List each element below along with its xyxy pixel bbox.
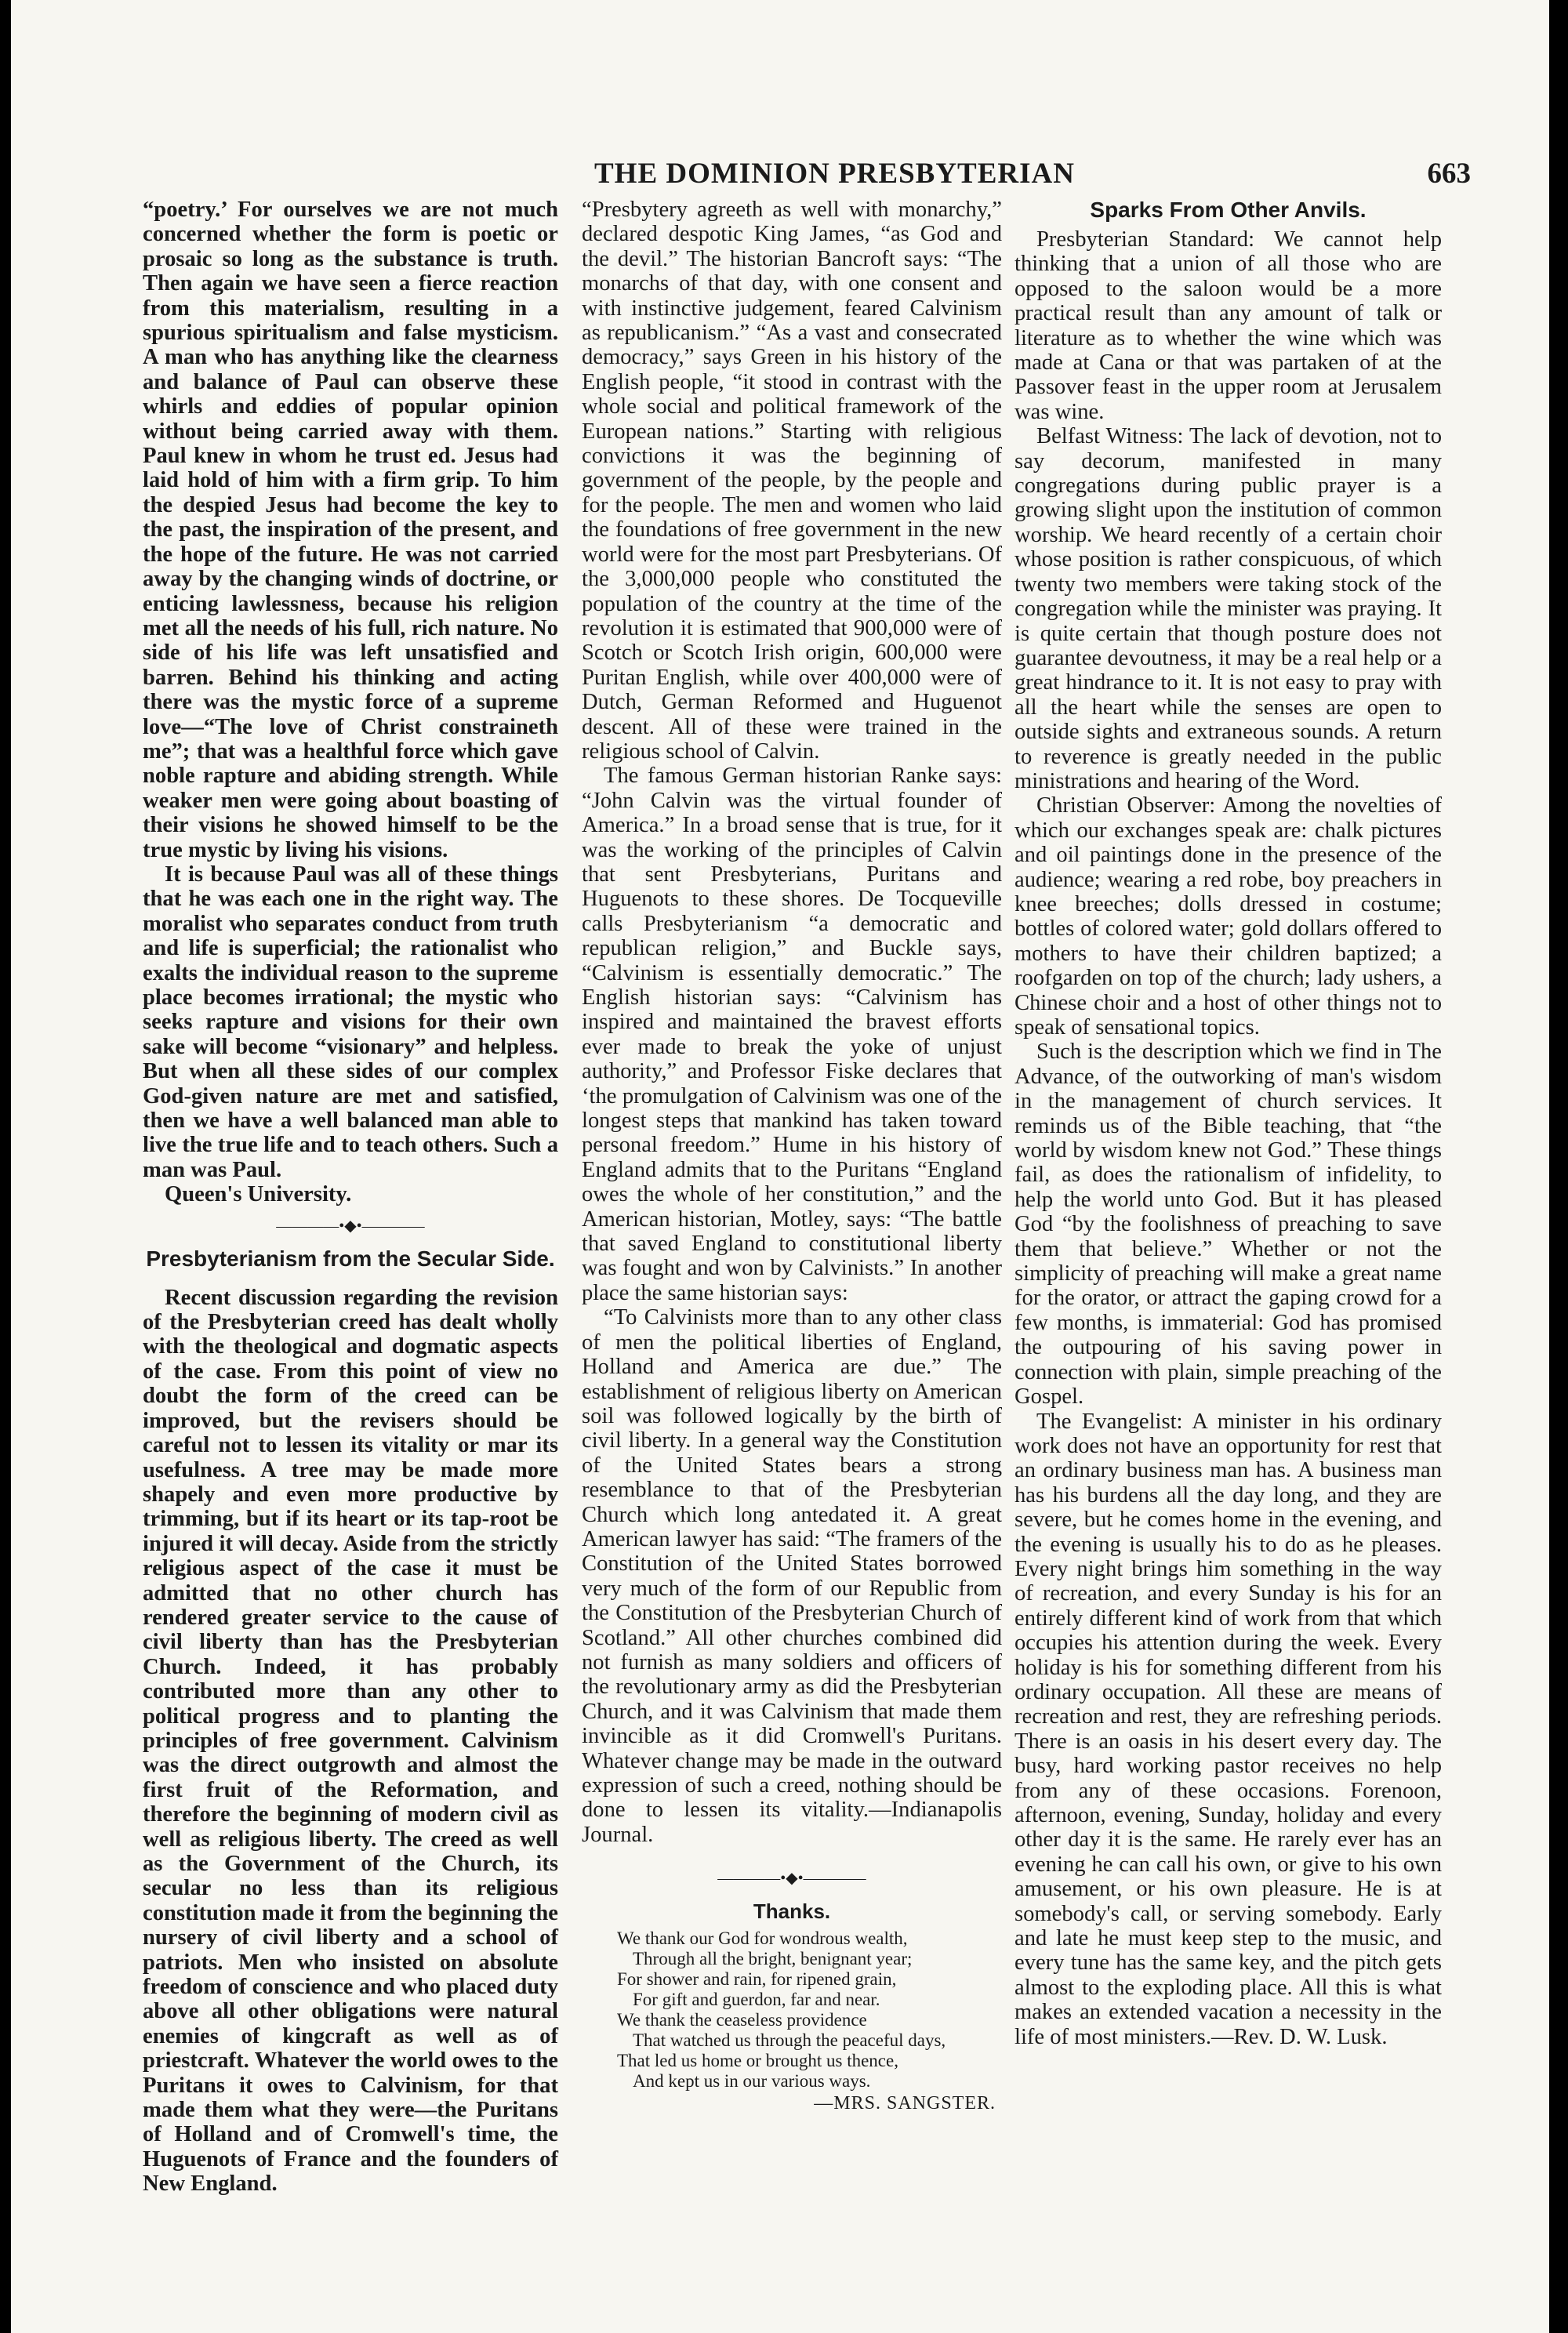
section-heading: Sparks From Other Anvils. — [1090, 198, 1367, 222]
article-paragraph: “poetry.’ For ourselves we are not much concerned whether the form is poetic or prosaic so long as the substance is truth. Then again we have seen a fierce reaction from this materialism, resulting in a spurious spiritualism and false mysticism. A man who has anything like the clearness and balance of Paul can observe these whirls and eddies of popular opinion without being carried away with them. Paul knew in whom he trust ed. Jesus had laid hold of him with a firm grip. To him the despied Jesus had become the key to the past, the inspiration of the present, and the hope of the future. He was not carried away by the changing winds of doctrine, or enticing lawlessness, because his religion met all the needs of his full, rich nature. No side of his life was left unsatisfied and barren. Behind his thinking and acting there was the mystic force of a supreme love—“The love of Christ constraineth me”; that was a healthful force which gave noble rapture and abiding strength. While weaker men were going about boasting of their visions he showed himself to be the true mystic by living his visions. — [143, 198, 558, 862]
article-paragraph: Christian Observer: Among the novelties of which our exchanges speak are: chalk pictures and oil paintings done in the presence of the audience; wearing a red robe, boy preachers in knee breeches; dolls dressed in costume; bottles of colored water; gold dollars offered to mothers to have their children baptized; a roofgarden on top of the church; lady ushers, a Chinese choir and a host of other things not to speak of sensational topics. — [1014, 793, 1442, 1040]
article-heading: Presbyterianism from the Secular Side. — [146, 1246, 555, 1271]
poem-attribution: —MRS. SANGSTER. — [814, 2093, 996, 2114]
poem-line: And kept us in our various ways. — [633, 2071, 871, 2092]
poem-line: We thank our God for wondrous wealth, — [617, 1928, 908, 1949]
section-divider: ————•◆•———— — [276, 1217, 425, 1235]
poem-line: For gift and guerdon, far and near. — [633, 1990, 880, 2010]
poem-title: Thanks. — [753, 1899, 831, 1924]
poem-line: For shower and rain, for ripened grain, — [617, 1969, 897, 1990]
article-paragraph: Belfast Witness: The lack of devotion, not to say decorum, manifested in many congregations during public prayer is a growing slight upon the institution of common worship. We heard recently of a certain choir whose position is rather conspicuous, of which twenty two members were taking stock of the congregation while the minister was praying. It is quite certain that though posture does not guarantee devoutness, it may be a real help or a great hindrance to it. It is not easy to pray with all the heart while the senses are open to outside sights and extraneous sounds. A return to reverence is greatly needed in the public ministrations and hearing of the Word. — [1014, 424, 1442, 793]
poem-line: That watched us through the peaceful days, — [633, 2030, 946, 2051]
column-3 — [1014, 198, 1442, 2049]
article-paragraph: The famous German historian Ranke says: “John Calvin was the virtual founder of America.” In a broad sense that is true, for it was the working of the principles of Calvin that sent Presbyterians, Puritans and Huguenots to these shores. De Tocqueville calls Presbyterianism “a democratic and republican religion,” and Buckle says, “Calvinism is essentially democratic.” The English historian says: “Calvinism has inspired and maintained the bravest efforts ever made to break the yoke of unjust authority,” and Professor Fiske declares that ‘the promulgation of Calvinism was one of the longest steps that mankind has taken toward personal freedom.” Hume in his history of England admits that to the Puritans “England owes the whole of her constitution,” and the American historian, Motley, says: “The battle that saved England to constitutional liberty was fought and won by Calvinists.” In another place the same historian says: — [582, 764, 1002, 1305]
section-divider: ————•◆•———— — [717, 1870, 866, 1888]
article-byline: Queen's University. — [165, 1182, 352, 1207]
article-paragraph: Presbyterian Standard: We cannot help thinking that a union of all those who are opposed to the saloon would be a more practical result than any amount of talk or literature as to whether the wine which was made at Cana or that was partaken of at the Passover feast in the upper room at Jerusalem was wine. — [1014, 227, 1442, 424]
poem-line: Through all the bright, benignant year; — [633, 1949, 913, 1969]
article-paragraph: Recent discussion regarding the revision of the Presbyterian creed has dealt wholly with the theological and dogmatic aspects of the case. From this point of view no doubt the form of the creed can be improved, but the revisers should be careful not to lessen its vitality or mar its usefulness. A tree may be made more shapely and even more productive by trimming, but if its heart or its tap-root be injured it will decay. Aside from the strictly religious aspect of the case it must be admitted that no other church has rendered greater service to the cause of civil liberty than has the Presbyterian Church. Indeed, it has probably contributed more than any other to political progress and to planting the principles of free government. Calvinism was the direct outgrowth and almost the first fruit of the Reformation, and therefore the beginning of modern civil as well as religious liberty. The creed as well as the Government of the Church, its secular no less than its religious constitution made it from the beginning the nursery of civil liberty and a school of patriots. Men who insisted on absolute freedom of conscience and who placed duty above all other obligations were natural enemies of kingcraft as well as of priestcraft. Whatever the world owes to the Puritans it owes to Calvinism, for that made them what they were—the Puritans of Holland and of Cromwell's time, the Huguenots of France and the founders of New England. — [143, 1285, 558, 2197]
article-paragraph: It is because Paul was all of these things that he was each one in the right way. The moralist who separates conduct from truth and life is superficial; the rationalist who exalts the individual reason to the supreme place becomes irrational; the mystic who seeks rapture and visions for their own sake will become “visionary” and helpless. But when all these sides of our complex God-given nature are met and satisfied, then we have a well balanced man able to live the true life and to teach others. Such a man was Paul. — [143, 862, 558, 1182]
page-header — [11, 157, 1549, 196]
poem-line: That led us home or brought us thence, — [617, 2051, 898, 2071]
article-paragraph: “To Calvinists more than to any other class of men the political liberties of England, Holland and America are due.” The establishment of religious liberty on American soil was followed logically by the birth of civil liberty. In a general way the Constitution of the United States bears a strong resemblance to that of the Presbyterian Church which long antedated it. A great American lawyer has said: “The framers of the Constitution of the United States borrowed very much of the form of our Republic from the Constitution of the Presbyterian Church of Scotland.” All other churches combined did not furnish as many soldiers and officers of the revolutionary army as did the Presbyterian Church, and it was Calvinism that made them invincible as it did Cromwell's Puritans. Whatever change may be made in the outward expression of such a creed, nothing should be done to lessen its vitality.—Indianapolis Journal. — [582, 1305, 1002, 1847]
article-paragraph: Such is the description which we find in The Advance, of the outworking of man's wisdom in the management of church services. It reminds us of the Bible teaching, that “the world by wisdom knew not God.” These things fail, as does the rationalism of infidelity, to help the world unto God. But it has pleased God “by the foolishness of preaching to save them that believe.” Whether or not the simplicity of preaching will make a great name for the orator, or attract the gaping crowd for a few months, is immaterial: God has promised the outpouring of his saving power in connection with plain, simple preaching of the Gospel. — [1014, 1040, 1442, 1410]
poem — [617, 1928, 1002, 2113]
article-paragraph: “Presbytery agreeth as well with monarchy,” declared despotic King James, “as God and the devil.” The historian Bancroft says: “The monarchs of that day, with one consent and with instinctive judgement, feared Calvinism as republicanism.” “As a vast and consecrated democracy,” says Green in his history of the English people, “it stood in contrast with the whole social and political framework of the European nations.” Starting with religious convictions it was the beginning of government of the people, by the people and for the people. The men and women who laid the foundations of free government in the new world were for the most part Presbyterians. Of the 3,000,000 people who constituted the population of the country at the time of the revolution it is estimated that 900,000 were of Scotch or Scotch Irish origin, 600,000 were Puritan English, while over 400,000 were of Dutch, German Reformed and Huguenot descent. All of these were trained in the religious school of Calvin. — [582, 198, 1002, 764]
newspaper-page — [11, 0, 1549, 2333]
page-number: 663 — [1427, 158, 1471, 190]
column-1 — [143, 198, 558, 2197]
publication-title: THE DOMINION PRESBYTERIAN — [594, 158, 1075, 190]
column-2 — [582, 198, 1002, 2113]
poem-line: We thank the ceaseless providence — [617, 2010, 867, 2030]
article-paragraph: The Evangelist: A minister in his ordinary work does not have an opportunity for rest that an ordinary business man has. A business man has his burdens all the day long, and they are severe, but he comes home in the evening, and the evening is usually his to do as he pleases. Every night brings him something in the way of recreation, and every Sunday is his for an entirely different kind of work from that which occupies his attention during the week. Every holiday is his for something different from his ordinary occupation. All these are means of recreation and rest, they are refreshing periods. There is an oasis in his desert every day. The busy, hard working pastor receives no help from any of these occasions. Forenoon, afternoon, evening, Sunday, holiday and every other day it is the same. He rarely ever has an evening he can call his own, or give to his own amusement, or his own pleasure. He is at somebody's call, or serving somebody. Early and late he must keep step to the music, and every tune has the same key, and the pitch gets almost to the exploding place. All this is what makes an extended vacation a necessity in the life of most ministers.—Rev. D. W. Lusk. — [1014, 1409, 1442, 2049]
